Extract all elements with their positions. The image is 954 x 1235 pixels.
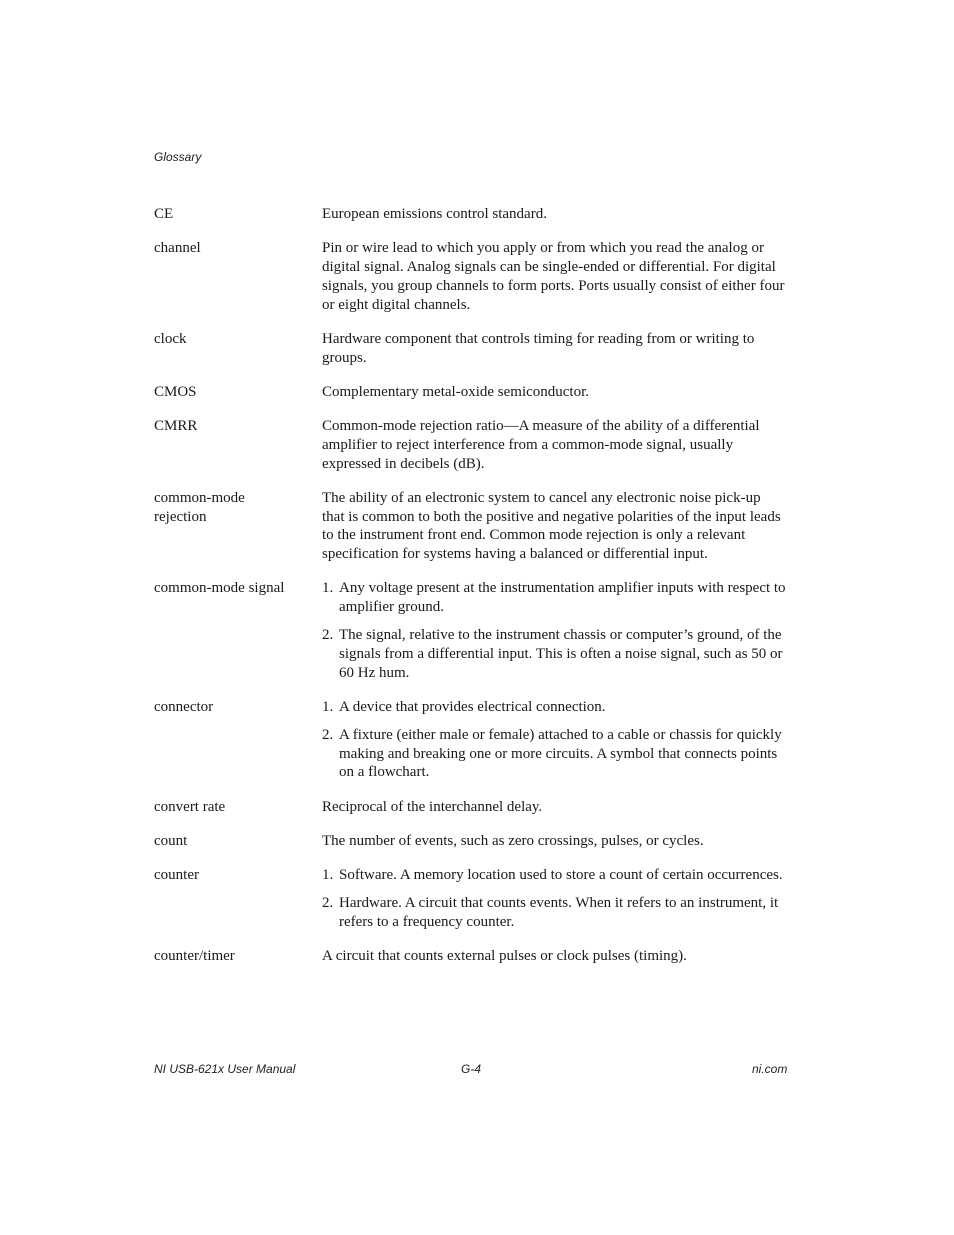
glossary-definition: Complementary metal-oxide semiconductor. (322, 383, 590, 400)
glossary-term: clock (154, 330, 187, 347)
glossary-term: channel (154, 240, 201, 257)
footer-manual-title: NI USB-621x User Manual (154, 1062, 296, 1076)
glossary-entry (154, 798, 786, 817)
item-number: 1. (322, 698, 334, 715)
glossary-list (154, 205, 786, 981)
item-number: 2. (322, 726, 334, 743)
footer-page-number: G-4 (461, 1062, 482, 1076)
definition-item (322, 626, 786, 682)
glossary-definition: Reciprocal of the interchannel delay. (322, 798, 543, 815)
glossary-entry (154, 579, 786, 682)
glossary-term-line: rejection (154, 508, 207, 525)
item-text: Hardware. A circuit that counts events. When it refers to an instrument, it refers to a frequency counter. (339, 894, 779, 930)
glossary-entry (154, 383, 786, 402)
glossary-definition: Pin or wire lead to which you apply or from which you read the analog or digital signal. Analog signals can be single-ended or differential. For digital signals, you group channels to form ports. Ports usually consist of either four or eight digital channels. (322, 240, 785, 313)
glossary-definition: European emissions control standard. (322, 206, 547, 222)
glossary-term: counter/timer (154, 947, 235, 964)
glossary-definition: Common-mode rejection ratio—A measure of the ability of a differential amplifier to reject interference from a common-mode signal, usually expressed in decibels (dB). (322, 417, 760, 472)
definition-item (322, 894, 786, 932)
glossary-term: CE (154, 206, 174, 222)
glossary-definition: The number of events, such as zero crossings, pulses, or cycles. (322, 832, 704, 849)
definition-item (322, 698, 786, 717)
glossary-term: common-mode signal (154, 580, 285, 597)
glossary-definition-list (322, 579, 786, 682)
glossary-term (154, 489, 322, 564)
glossary-definition: A circuit that counts external pulses or clock pulses (timing). (322, 947, 687, 964)
glossary-term: connector (154, 698, 214, 715)
glossary-entry (154, 866, 786, 932)
definition-item (322, 866, 786, 885)
item-text: The signal, relative to the instrument chassis or computer’s ground, of the signals from a differential input. This is often a noise signal, such as 50 or 60 Hz hum. (339, 627, 783, 681)
glossary-term-line: common-mode (154, 489, 245, 506)
glossary-entry (154, 832, 786, 851)
glossary-term: CMRR (154, 417, 198, 434)
item-text: A fixture (either male or female) attached to a cable or chassis for quickly making and breaking one or more circuits. A symbol that connects points on a flowchart. (339, 726, 782, 781)
definition-item (322, 579, 786, 617)
section-header: Glossary (154, 150, 202, 164)
item-number: 1. (322, 580, 334, 597)
item-text: A device that provides electrical connection. (339, 698, 606, 715)
glossary-entry (154, 330, 786, 368)
glossary-definition-list (322, 866, 786, 932)
item-number: 2. (322, 627, 334, 644)
glossary-term: convert rate (154, 798, 226, 815)
glossary-term: counter (154, 867, 199, 883)
glossary-term: CMOS (154, 383, 197, 400)
item-text: Any voltage present at the instrumentation amplifier inputs with respect to amplifier ground. (339, 580, 786, 616)
glossary-definition: The ability of an electronic system to cancel any electronic noise pick-up that is common to both the positive and negative polarities of the input leads to the instrument front end. Common mode rejection is only a relevant specification for systems having a balanced or differential input. (322, 489, 781, 563)
glossary-entry (154, 239, 786, 314)
glossary-definition: Hardware component that controls timing for reading from or writing to groups. (322, 330, 755, 366)
definition-item (322, 726, 786, 782)
glossary-definition-list (322, 698, 786, 782)
glossary-entry (154, 698, 786, 782)
glossary-term: count (154, 832, 188, 849)
glossary-entry (154, 947, 786, 966)
item-number: 2. (322, 894, 334, 911)
glossary-entry (154, 489, 786, 564)
item-number: 1. (322, 867, 334, 883)
footer-website: ni.com (752, 1062, 788, 1076)
glossary-entry (154, 417, 786, 473)
item-text: Software. A memory location used to store a count of certain occurrences. (339, 867, 783, 883)
glossary-entry (154, 205, 786, 224)
